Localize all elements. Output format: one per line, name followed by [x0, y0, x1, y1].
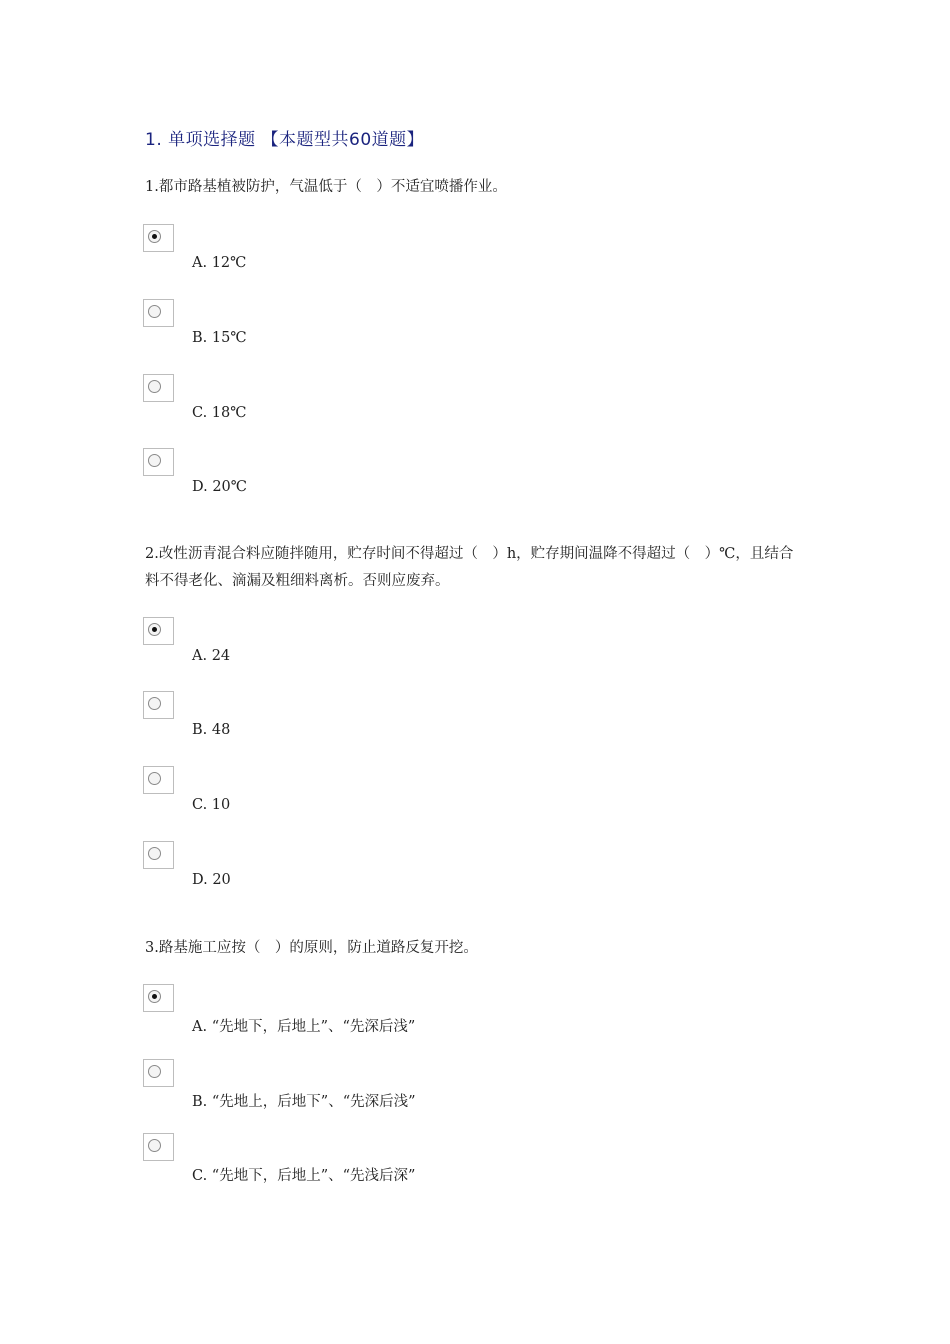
option-label: A. 24: [192, 648, 231, 664]
radio-unchecked-icon: [148, 454, 161, 467]
radio-unchecked-icon: [148, 697, 161, 710]
radio-checked-icon: [148, 623, 161, 636]
option-3a[interactable]: [143, 984, 743, 1044]
option-label: B. “先地上，后地下”、“先深后浅”: [192, 1094, 416, 1110]
radio-button[interactable]: [143, 766, 174, 794]
radio-button[interactable]: [143, 374, 174, 402]
option-1c[interactable]: [143, 374, 743, 434]
option-label: A. 12℃: [192, 255, 247, 271]
radio-unchecked-icon: [148, 380, 161, 393]
option-label: C. 18℃: [192, 405, 247, 421]
question-3-text: 3.路基施工应按（ ）的原则，防止道路反复开挖。: [145, 940, 478, 956]
radio-unchecked-icon: [148, 1139, 161, 1152]
option-3b[interactable]: [143, 1059, 743, 1119]
radio-checked-icon: [148, 230, 161, 243]
option-2d[interactable]: [143, 841, 743, 901]
option-label: C. “先地下，后地上”、“先浅后深”: [192, 1168, 416, 1184]
radio-unchecked-icon: [148, 1065, 161, 1078]
option-1d[interactable]: [143, 448, 743, 508]
option-2c[interactable]: [143, 766, 743, 826]
option-label: D. 20: [192, 872, 231, 888]
radio-button[interactable]: [143, 1059, 174, 1087]
question-2-text: 2.改性沥青混合料应随拌随用，贮存时间不得超过（ ）h，贮存期间温降不得超过（ ）℃，且结合料不得老化、滴漏及粗细料离析。否则应废弃。: [145, 546, 794, 589]
radio-button[interactable]: [143, 224, 174, 252]
option-1b[interactable]: [143, 299, 743, 359]
radio-unchecked-icon: [148, 847, 161, 860]
radio-button[interactable]: [143, 984, 174, 1012]
radio-button[interactable]: [143, 299, 174, 327]
radio-checked-icon: [148, 990, 161, 1003]
option-label: D. 20℃: [192, 479, 247, 495]
radio-button[interactable]: [143, 841, 174, 869]
radio-unchecked-icon: [148, 772, 161, 785]
section-title: 1. 单项选择题 【本题型共60道题】: [145, 130, 425, 150]
radio-unchecked-icon: [148, 305, 161, 318]
option-label: C. 10: [192, 797, 231, 813]
question-1-text: 1.都市路基植被防护，气温低于（ ）不适宜喷播作业。: [145, 179, 507, 195]
option-2a[interactable]: [143, 617, 743, 677]
option-3c[interactable]: [143, 1133, 743, 1193]
radio-button[interactable]: [143, 448, 174, 476]
option-1a[interactable]: [143, 224, 743, 284]
option-label: B. 15℃: [192, 330, 247, 346]
option-2b[interactable]: [143, 691, 743, 751]
radio-button[interactable]: [143, 1133, 174, 1161]
radio-button[interactable]: [143, 691, 174, 719]
option-label: A. “先地下，后地上”、“先深后浅”: [192, 1019, 416, 1035]
radio-button[interactable]: [143, 617, 174, 645]
option-label: B. 48: [192, 722, 231, 738]
